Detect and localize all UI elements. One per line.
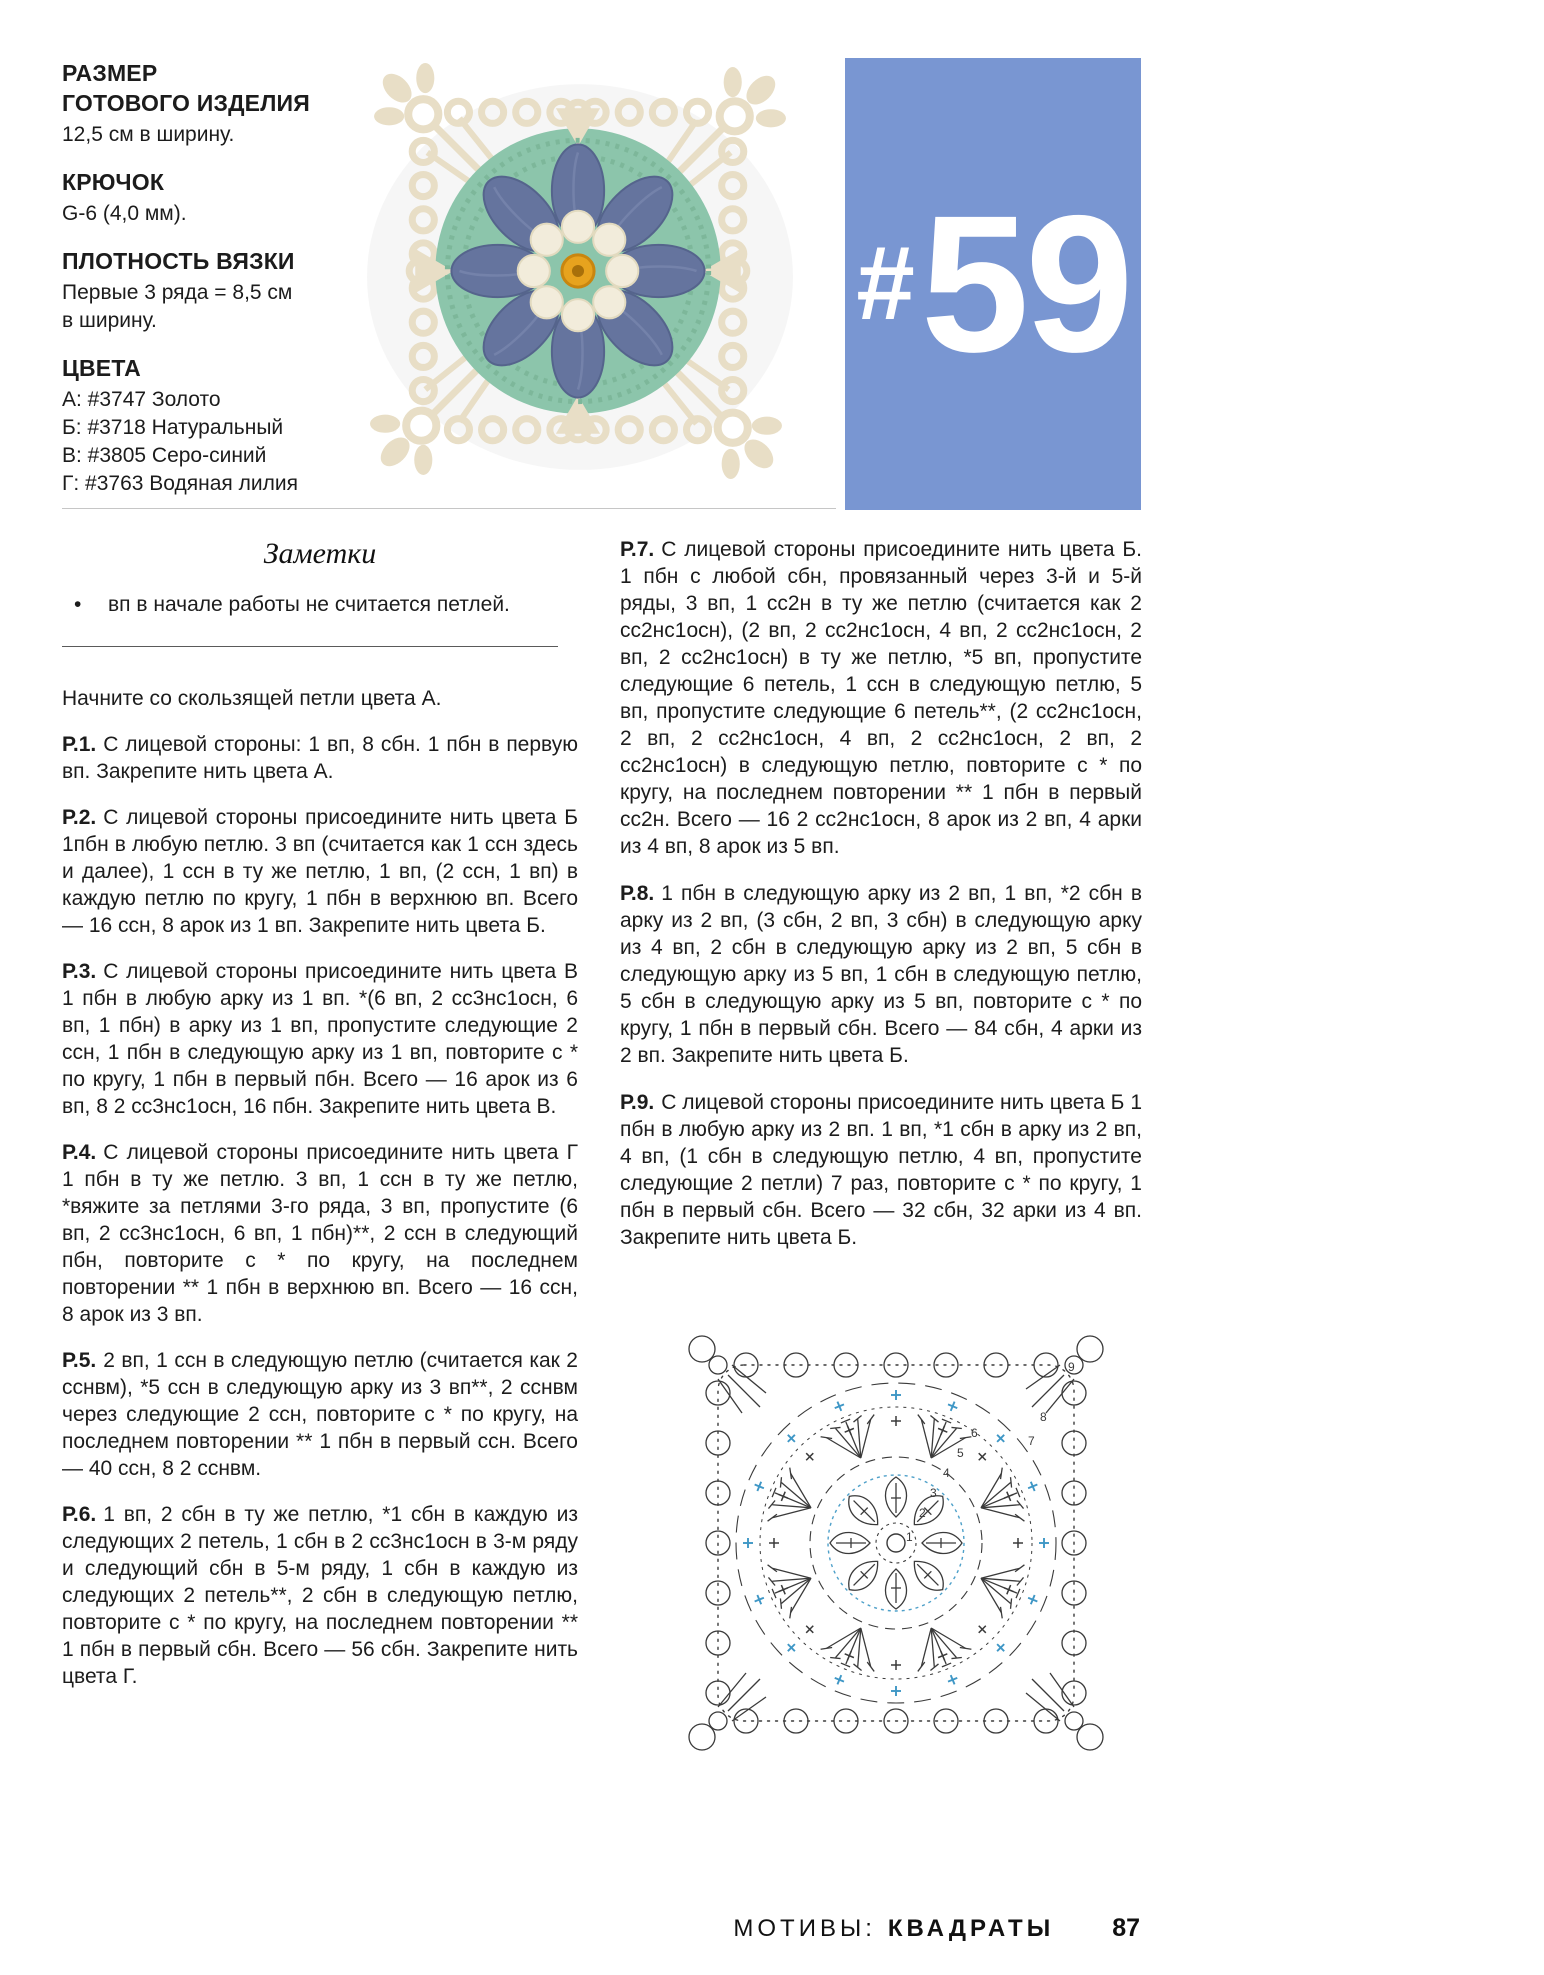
pattern-row-4	[62, 1139, 578, 1328]
specs-panel	[62, 58, 344, 516]
color-line-g: Г: #3763 Водяная лилия	[62, 472, 298, 495]
pattern-intro: Начните со скользящей петли цвета А.	[62, 687, 442, 710]
spec-colors	[62, 353, 344, 498]
row-label: Р.5.	[62, 1349, 97, 1372]
spec-hook-title: КРЮЧОК	[62, 169, 165, 195]
spec-colors-list	[62, 386, 344, 498]
pattern-row-9	[620, 1089, 1142, 1251]
row-text: С лицевой стороны: 1 вп, 8 сбн. 1 пбн в первую вп. Закрепите нить цвета А.	[62, 733, 578, 783]
row-label: Р.9.	[620, 1091, 655, 1114]
page-number: 87	[1112, 1914, 1140, 1942]
row-label: Р.8.	[620, 882, 655, 905]
pattern-row-6	[62, 1501, 578, 1690]
row-label: Р.2.	[62, 806, 97, 829]
row-text: С лицевой стороны присоедините нить цвета Б 1пбн в любую петлю. 3 вп (считается как 1 ссн здесь и далее), 1 ссн в ту же петлю, 1 вп, (2 ссн, 1 вп) в каждую петлю по кругу, 1 пбн в верхнюю вп. Всего — 16 ссн, 8 арок из 1 вп. Закрепите нить цвета Б.	[62, 806, 578, 937]
diagram-round-number-1: 1	[906, 1530, 913, 1544]
column-right	[620, 536, 1142, 1813]
pattern-row-5	[62, 1347, 578, 1482]
spec-size-title-line1: РАЗМЕР	[62, 60, 158, 86]
spec-gauge-value-line2: в ширину.	[62, 309, 157, 332]
row-text: С лицевой стороны присоедините нить цвета Г 1 пбн в ту же петлю. 3 вп, 1 ссн в ту же петлю, *вяжите за петлями 3-го ряда, 3 вп, пропустите (6 вп, 2 сс3нс1осн, 6 вп, 1 пбн)**, 2 ссн в следующий пбн, повторите с * по кругу, на последнем повторении ** 1 пбн в верхнюю вп. Всего — 16 ссн, 8 арок из 3 вп.	[62, 1141, 578, 1326]
top-divider	[62, 508, 836, 509]
row-label: Р.3.	[62, 960, 97, 983]
spec-gauge-value	[62, 279, 344, 335]
footer-chapter-label: КВАДРАТЫ	[887, 1915, 1055, 1942]
pattern-row-8	[620, 880, 1142, 1069]
spec-size-value: 12,5 см в ширину.	[62, 123, 235, 146]
spec-gauge	[62, 246, 344, 335]
row-text: С лицевой стороны присоедините нить цвета В 1 пбн в любую арку из 1 вп. *(6 вп, 2 сс3нс1осн, 6 вп, 1 пбн) в арку из 1 вп, пропустите следующие 2 ссн, 1 пбн в следующую арку из 1 вп, повторите с * по кругу, 1 пбн в первый пбн. Всего — 16 арок из 6 вп, 8 2 сс3нс1осн, 16 пбн. Закрепите нить цвета В.	[62, 960, 578, 1118]
diagram-round-number-7: 7	[1028, 1434, 1035, 1448]
bullet-icon: •	[74, 593, 82, 616]
motif-photo	[320, 56, 836, 486]
diagram-round-number-4: 4	[943, 1466, 950, 1480]
row-label: Р.6.	[62, 1503, 97, 1526]
notes-divider	[62, 646, 558, 647]
pattern-number-badge	[845, 58, 1141, 510]
color-line-b: Б: #3718 Натуральный	[62, 416, 284, 439]
diagram-round-number-6: 6	[971, 1426, 978, 1440]
page-footer	[62, 1914, 1140, 1943]
row-text: 1 пбн в следующую арку из 2 вп, 1 вп, *2 сбн в арку из 2 вп, (3 сбн, 2 вп, 3 сбн) в следующую арку из 4 вп, 2 сбн в следующую арку из 2 вп, 5 сбн в следующую арку из 5 вп, 1 сбн в следующую петлю, 5 сбн в следующую арку из 5 вп, повторите с * по кругу, 1 пбн в первый сбн. Всего — 84 сбн, 4 арки из 2 вп. Закрепите нить цвета Б.	[620, 882, 1142, 1067]
pattern-row-3	[62, 958, 578, 1120]
row-label: Р.7.	[620, 538, 655, 561]
diagram-round-number-9: 9	[1068, 1360, 1075, 1374]
pattern-row-2	[62, 804, 578, 939]
spec-gauge-title: ПЛОТНОСТЬ ВЯЗКИ	[62, 248, 295, 274]
column-left	[62, 537, 578, 1690]
diagram-round-number-8: 8	[1040, 1410, 1047, 1424]
diagram-round-number-2: 2	[919, 1506, 926, 1520]
spec-hook	[62, 167, 344, 228]
diagram-round-number-3: 3	[930, 1486, 937, 1500]
badge-hash: #	[856, 225, 915, 342]
motif-photo-graphic	[320, 56, 836, 486]
note-item	[62, 591, 578, 618]
spec-hook-value: G-6 (4,0 мм).	[62, 202, 187, 225]
spec-size-title-line2: ГОТОВОГО ИЗДЕЛИЯ	[62, 90, 311, 116]
pattern-row-1	[62, 731, 578, 785]
note-text: вп в начале работы не считается петлей.	[108, 593, 510, 616]
stitch-diagram	[678, 1273, 1114, 1813]
row-label: Р.4.	[62, 1141, 97, 1164]
color-line-v: В: #3805 Серо-синий	[62, 444, 267, 467]
spec-size	[62, 58, 344, 149]
pattern-row-7	[620, 536, 1142, 860]
spec-colors-title: ЦВЕТА	[62, 355, 141, 381]
spec-gauge-value-line1: Первые 3 ряда = 8,5 см	[62, 281, 293, 304]
color-line-a: А: #3747 Золото	[62, 388, 221, 411]
footer-section-label: МОТИВЫ:	[733, 1915, 876, 1942]
row-text: 2 вп, 1 ссн в следующую петлю (считается как 2 сснвм), *5 ссн в следующую арку из 3 вп**, 2 сснвм через следующие 2 ссн, повторите с * по кругу, на последнем повторении ** 1 пбн в первый ссн. Всего — 40 ссн, 8 2 сснвм.	[62, 1349, 578, 1480]
row-label: Р.1.	[62, 733, 97, 756]
stitch-diagram-graphic	[678, 1273, 1114, 1813]
row-text: 1 вп, 2 сбн в ту же петлю, *1 сбн в каждую из следующих 2 петель, 1 сбн в 2 сс3нс1осн в 3-м ряду и следующий сбн в 5-м ряду, 1 сбн в каждую из следующих 2 петель**, 2 сбн в следующую петлю, повторите с * по кругу, на последнем повторении ** 1 пбн в первый сбн. Всего — 56 сбн. Закрепите нить цвета Г.	[62, 1503, 578, 1688]
badge-number: 59	[920, 174, 1130, 393]
diagram-round-number-5: 5	[957, 1446, 964, 1460]
row-text: С лицевой стороны присоедините нить цвета Б 1 пбн в любую арку из 2 вп. 1 вп, *1 сбн в арку из 2 вп, 4 вп, (1 сбн в следующую петлю, 4 вп, пропустите следующие 2 петли) 7 раз, повторите с * по кругу, 1 пбн в первый сбн. Всего — 32 сбн, 32 арки из 4 вп. Закрепите нить цвета Б.	[620, 1091, 1142, 1249]
notes-title: Заметки	[263, 537, 377, 570]
row-text: С лицевой стороны присоедините нить цвета Б. 1 пбн с любой сбн, провязанный через 3-й и 5-й ряды, 3 вп, 1 сс2н в ту же петлю (считается как 2 сс2нс1осн), (2 вп, 2 сс2нс1осн, 4 вп, 2 сс2нс1осн, 2 вп, 2 сс2нс1осн) в ту же петлю, *5 вп, пропустите следующие 6 петель, 1 ссн в следующую петлю, 5 вп, пропустите следующие 6 петель**, (2 сс2нс1осн, 2 вп, 2 сс2нс1осн, 4 вп, 2 сс2нс1осн, 2 вп, 2 сс2нс1осн) в следующую петлю, повторите с * по кругу, на последнем повторении ** 1 пбн в первый сс2н. Всего — 16 2 сс2нс1осн, 8 арок из 2 вп, 4 арки из 4 вп, 8 арок из 5 вп.	[620, 538, 1142, 858]
spec-size-title	[62, 58, 344, 118]
